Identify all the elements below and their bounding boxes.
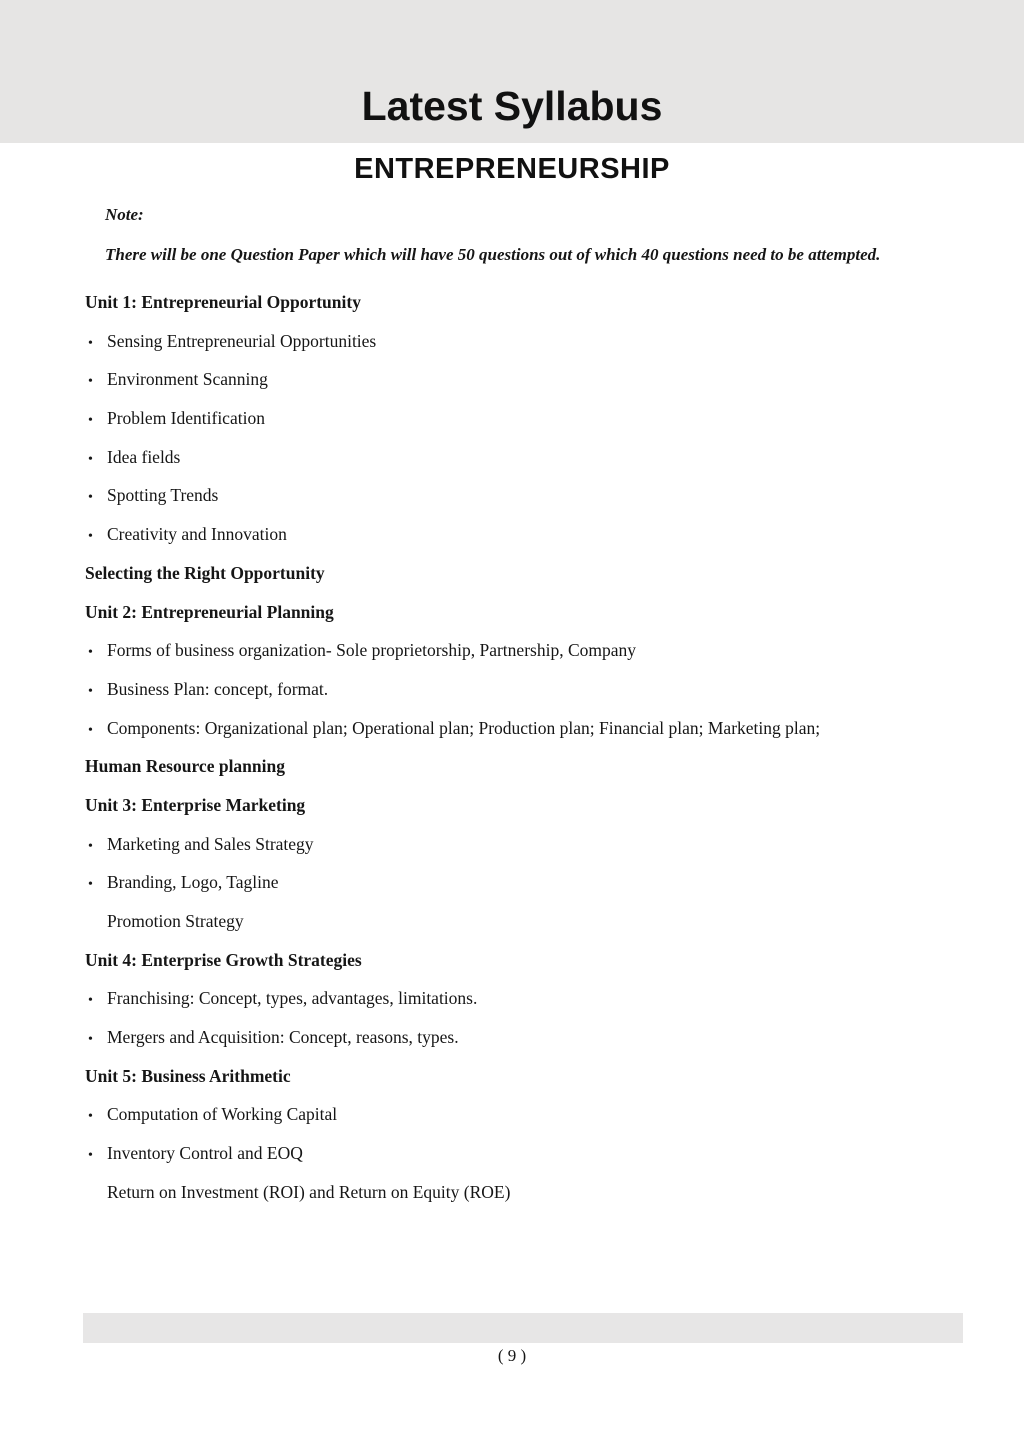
item-text: Spotting Trends <box>107 485 219 506</box>
syllabus-bullet-item <box>85 476 965 515</box>
bullet-marker: • <box>88 413 93 429</box>
subject-heading: ENTREPRENEURSHIP <box>354 153 670 185</box>
syllabus-bullet-item <box>85 1134 965 1173</box>
note-label: Note: <box>105 205 144 224</box>
item-text: Sensing Entrepreneurial Opportunities <box>107 330 377 351</box>
page-title: Latest Syllabus <box>361 83 663 129</box>
item-text: Branding, Logo, Tagline <box>107 872 279 893</box>
syllabus-heading: Human Resource planning <box>85 756 285 777</box>
syllabus-bullet-item <box>85 438 965 477</box>
item-text: Environment Scanning <box>107 369 268 390</box>
syllabus-plain-item <box>85 1173 965 1212</box>
item-text: Promotion Strategy <box>107 911 244 931</box>
item-text: Marketing and Sales Strategy <box>107 833 314 854</box>
item-text: Return on Investment (ROI) and Return on Equity (ROE) <box>107 1181 511 1202</box>
item-text: Franchising: Concept, types, advantages, limitations. <box>107 988 478 1009</box>
syllabus-bullet-item <box>85 709 965 748</box>
page-number: ( 9 ) <box>497 1346 527 1365</box>
bullet-marker: • <box>88 1032 93 1048</box>
bullet-marker: • <box>88 335 93 351</box>
syllabus-bullet-item <box>85 1018 965 1057</box>
bullet-marker: • <box>88 490 93 506</box>
bullet-marker: • <box>88 374 93 390</box>
syllabus-bullet-item <box>85 979 965 1018</box>
item-text: Inventory Control and EOQ <box>107 1143 303 1164</box>
syllabus-heading: Unit 5: Business Arithmetic <box>85 1065 291 1086</box>
footer-divider-bar <box>83 1313 963 1343</box>
item-text: Problem Identification <box>107 408 265 429</box>
bullet-marker: • <box>88 838 93 854</box>
syllabus-bullet-item <box>85 360 965 399</box>
header-banner <box>0 0 1024 143</box>
bullet-marker: • <box>88 529 93 545</box>
syllabus-bullet-item <box>85 1095 965 1134</box>
syllabus-bullet-item <box>85 825 965 864</box>
item-text: Forms of business organization- Sole proprietorship, Partnership, Company <box>107 640 636 661</box>
bullet-marker: • <box>88 1109 93 1125</box>
item-text: Business Plan: concept, format. <box>107 678 329 699</box>
bullet-marker: • <box>88 877 93 893</box>
syllabus-bullet-item <box>85 515 965 554</box>
item-text: Computation of Working Capital <box>107 1104 338 1125</box>
item-text: Creativity and Innovation <box>107 524 287 545</box>
syllabus-heading: Selecting the Right Opportunity <box>85 562 325 583</box>
syllabus-heading: Unit 4: Enterprise Growth Strategies <box>85 949 362 970</box>
syllabus-bullet-item <box>85 399 965 438</box>
syllabus-heading: Unit 1: Entrepreneurial Opportunity <box>85 292 361 312</box>
syllabus-bullet-item <box>85 631 965 670</box>
item-text: Mergers and Acquisition: Concept, reasons, types. <box>107 1027 459 1048</box>
bullet-marker: • <box>88 993 93 1009</box>
syllabus-bullet-item <box>85 670 965 709</box>
bullet-marker: • <box>88 1148 93 1164</box>
syllabus-bullet-item <box>85 322 965 361</box>
note-text: There will be one Question Paper which will have 50 questions out of which 40 questions need to be attempted. <box>105 245 881 264</box>
bullet-marker: • <box>88 683 93 699</box>
syllabus-heading: Unit 2: Entrepreneurial Planning <box>85 601 334 622</box>
bullet-marker: • <box>88 722 93 738</box>
bullet-marker: • <box>88 451 93 467</box>
item-text: Components: Organizational plan; Operational plan; Production plan; Financial plan; Marketing plan; <box>107 717 821 738</box>
syllabus-plain-item <box>85 902 965 941</box>
syllabus-bullet-item <box>85 863 965 902</box>
item-text: Idea fields <box>107 446 181 467</box>
bullet-marker: • <box>88 645 93 661</box>
syllabus-heading: Unit 3: Enterprise Marketing <box>85 794 306 815</box>
syllabus-content <box>85 283 965 1212</box>
